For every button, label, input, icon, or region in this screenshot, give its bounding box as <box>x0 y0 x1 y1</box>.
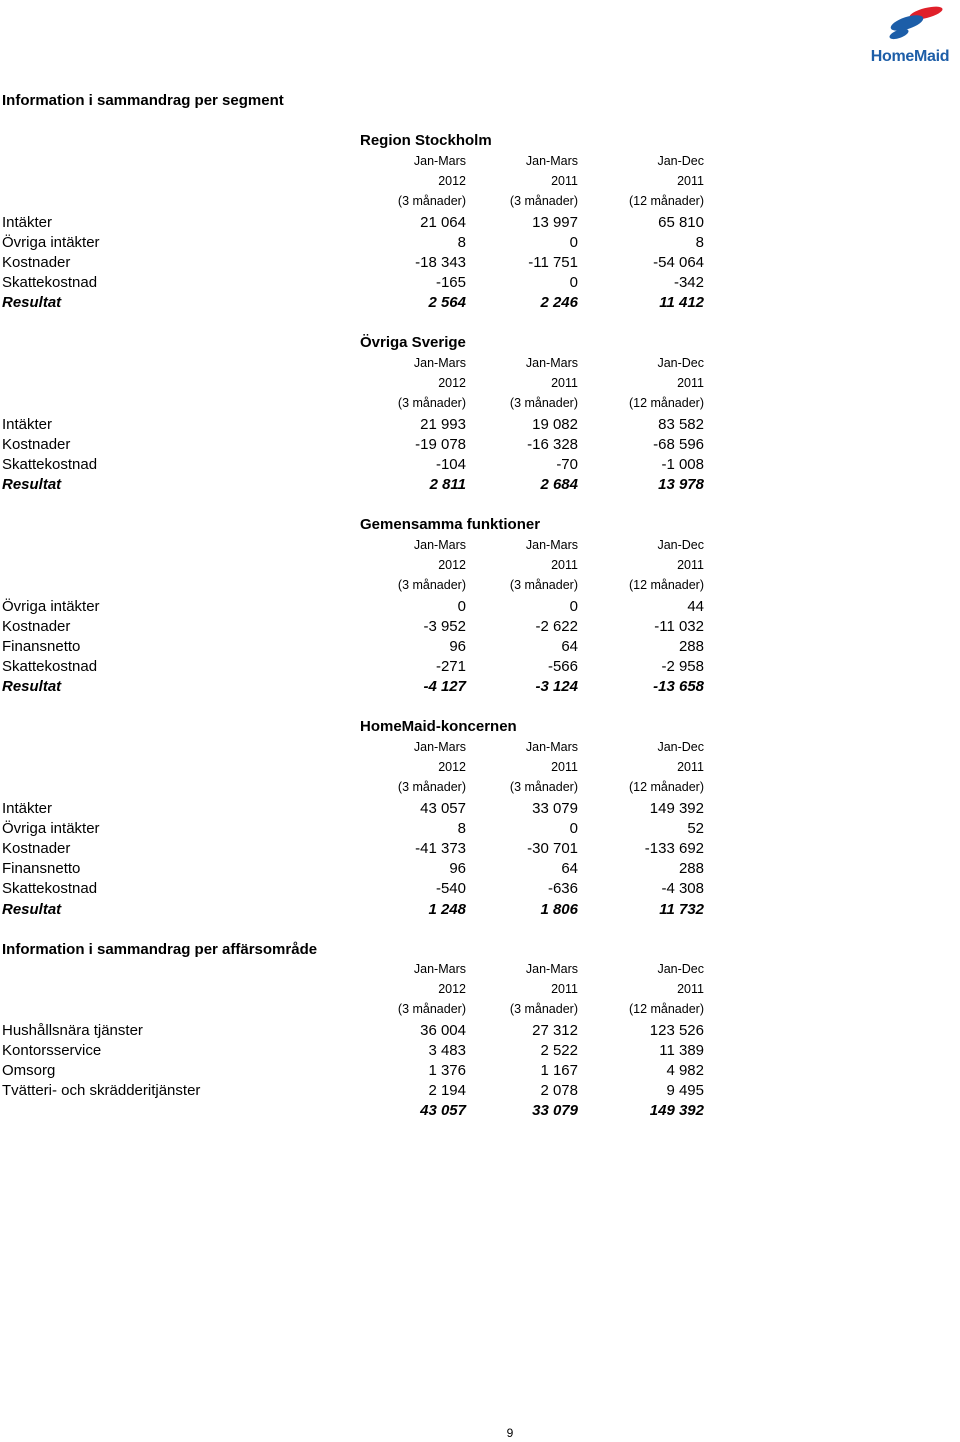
row-label: Tvätteri- och skrädderitjänster <box>2 1082 201 1100</box>
row-value: -30 701 <box>527 840 578 857</box>
period-header: 2011 <box>551 376 578 391</box>
row-value: 21 993 <box>420 415 466 433</box>
row-value: 9 495 <box>666 1082 704 1100</box>
period-header: 2011 <box>677 376 704 391</box>
row-value: -271 <box>435 658 466 676</box>
row-value: 2 078 <box>540 1082 578 1100</box>
period-header: Jan-Mars <box>525 538 578 552</box>
row-value: 11 412 <box>659 294 704 312</box>
row-value: 13 997 <box>532 213 578 231</box>
row-value: 21 064 <box>420 213 466 231</box>
row-value: 8 <box>457 819 466 837</box>
logo-swoosh-icon <box>862 4 958 50</box>
period-header: (3 månader) <box>509 1002 578 1017</box>
row-label: Skattekostnad <box>2 456 98 473</box>
row-value: 2 811 <box>429 476 466 494</box>
row-value: 3 483 <box>428 1041 466 1059</box>
row-value: -1 008 <box>661 456 704 473</box>
period-header: 2011 <box>677 760 704 775</box>
row-label: Omsorg <box>2 1062 56 1079</box>
row-value: -540 <box>435 880 466 898</box>
row-value: 64 <box>561 860 578 878</box>
period-header: 2012 <box>438 376 466 391</box>
period-header: Jan-Mars <box>413 740 466 754</box>
period-header: (12 månader) <box>628 194 704 209</box>
row-value: 2 522 <box>540 1041 578 1059</box>
row-value: 64 <box>561 638 578 655</box>
row-value: 1 248 <box>428 900 466 918</box>
period-header: 2011 <box>677 982 704 997</box>
row-value: 2 194 <box>428 1082 466 1100</box>
period-header: 2011 <box>677 174 704 189</box>
row-value: 33 079 <box>532 1102 578 1120</box>
row-label: Finansnetto <box>2 638 81 655</box>
period-header: Jan-Mars <box>413 356 466 370</box>
row-value: -165 <box>435 274 466 292</box>
logo-wordmark: HomeMaid <box>870 48 950 65</box>
period-header: (3 månader) <box>509 396 578 411</box>
row-value: -11 032 <box>654 617 704 635</box>
row-label: Intäkter <box>2 415 53 433</box>
period-header: (12 månader) <box>628 780 704 795</box>
row-label: Skattekostnad <box>2 658 98 676</box>
row-value: 11 389 <box>659 1041 704 1059</box>
period-header: Jan-Mars <box>525 740 578 754</box>
period-header: Jan-Dec <box>657 740 704 754</box>
row-value: 19 082 <box>532 415 578 433</box>
section-title: HomeMaid-koncernen <box>360 718 517 735</box>
row-value: -566 <box>547 658 578 676</box>
row-value: 27 312 <box>532 1021 578 1039</box>
row-label: Övriga intäkter <box>2 819 100 837</box>
row-value: -41 373 <box>415 840 466 857</box>
period-header: Jan-Mars <box>525 962 578 976</box>
row-value: 96 <box>449 860 466 878</box>
homemaid-logo <box>862 4 958 70</box>
business-area-heading: Information i sammandrag per affärsområde <box>2 941 318 958</box>
period-header: Jan-Mars <box>413 538 466 552</box>
row-label: Resultat <box>2 678 62 696</box>
period-header: 2011 <box>551 558 578 573</box>
period-header: Jan-Dec <box>657 356 704 370</box>
row-label: Övriga intäkter <box>2 233 100 251</box>
row-value: -54 064 <box>653 254 704 271</box>
row-value: 44 <box>687 597 704 615</box>
row-value: 288 <box>678 860 704 878</box>
period-header: (3 månader) <box>397 194 466 209</box>
row-value: 2 684 <box>540 476 578 494</box>
row-value: 0 <box>569 597 578 615</box>
row-value: -18 343 <box>415 254 466 271</box>
period-header: (12 månader) <box>628 396 704 411</box>
row-value: 0 <box>569 274 578 292</box>
row-label: Resultat <box>2 476 62 494</box>
row-value: -68 596 <box>653 435 704 453</box>
period-header: (3 månader) <box>509 578 578 593</box>
row-value: 43 057 <box>420 1102 466 1120</box>
page-number: 9 <box>506 1426 514 1440</box>
row-value: -19 078 <box>415 435 466 453</box>
segment-heading: Information i sammandrag per segment <box>2 92 284 109</box>
row-value: 52 <box>687 819 704 837</box>
period-header: 2011 <box>551 174 578 189</box>
row-label: Resultat <box>2 900 62 918</box>
period-header: (12 månader) <box>628 578 704 593</box>
row-value: 0 <box>457 597 466 615</box>
period-header: Jan-Dec <box>657 538 704 552</box>
row-label: Intäkter <box>2 799 53 817</box>
row-value: 65 810 <box>658 213 704 231</box>
period-header: 2011 <box>551 982 578 997</box>
period-header: 2012 <box>438 174 466 189</box>
period-header: (3 månader) <box>397 578 466 593</box>
row-value: 11 732 <box>659 900 704 918</box>
period-header: Jan-Dec <box>657 154 704 168</box>
row-value: -4 308 <box>661 880 704 898</box>
row-value: -636 <box>547 880 578 898</box>
row-value: 0 <box>569 819 578 837</box>
row-value: 43 057 <box>420 799 466 817</box>
section-title: Gemensamma funktioner <box>360 516 541 533</box>
period-header: 2012 <box>438 982 466 997</box>
row-value: -104 <box>435 456 466 473</box>
period-header: (3 månader) <box>509 780 578 795</box>
row-label: Kostnader <box>2 254 71 271</box>
row-value: -70 <box>556 456 578 473</box>
row-value: 2 246 <box>540 294 578 312</box>
row-value: 2 564 <box>428 294 466 312</box>
row-value: 0 <box>569 233 578 251</box>
row-label: Intäkter <box>2 213 53 231</box>
period-header: (3 månader) <box>397 780 466 795</box>
row-label: Resultat <box>2 294 62 312</box>
period-header: Jan-Mars <box>525 356 578 370</box>
row-value: 123 526 <box>649 1021 704 1039</box>
period-header: 2012 <box>438 558 466 573</box>
row-value: 4 982 <box>666 1062 704 1079</box>
row-label: Finansnetto <box>2 860 81 878</box>
section-title: Region Stockholm <box>360 132 492 149</box>
row-value: -3 124 <box>535 678 578 696</box>
row-value: -13 658 <box>653 678 704 696</box>
row-label: Skattekostnad <box>2 880 98 898</box>
row-value: 149 392 <box>649 1102 704 1120</box>
row-value: -4 127 <box>423 678 466 696</box>
row-value: -3 952 <box>423 617 466 635</box>
row-value: 13 978 <box>658 476 704 494</box>
row-value: 149 392 <box>649 799 704 817</box>
row-label: Kostnader <box>2 617 71 635</box>
period-header: Jan-Dec <box>657 962 704 976</box>
row-value: 33 079 <box>532 799 578 817</box>
period-header: 2011 <box>677 558 704 573</box>
row-label: Hushållsnära tjänster <box>2 1021 143 1039</box>
period-header: 2011 <box>551 760 578 775</box>
row-value: -11 751 <box>528 254 578 271</box>
period-header: (3 månader) <box>397 396 466 411</box>
row-value: 1 806 <box>540 900 578 918</box>
period-header: (12 månader) <box>628 1002 704 1017</box>
row-value: -133 692 <box>644 840 704 857</box>
row-value: -2 958 <box>661 658 704 676</box>
row-value: 288 <box>678 638 704 655</box>
row-label: Kostnader <box>2 435 71 453</box>
row-label: Kostnader <box>2 840 71 857</box>
period-header: 2012 <box>438 760 466 775</box>
row-value: 8 <box>695 233 704 251</box>
row-label: Kontorsservice <box>2 1041 102 1059</box>
row-value: 1 376 <box>428 1062 466 1079</box>
row-value: -2 622 <box>535 617 578 635</box>
row-value: 8 <box>457 233 466 251</box>
period-header: Jan-Mars <box>413 962 466 976</box>
section-title: Övriga Sverige <box>360 334 466 351</box>
row-label: Övriga intäkter <box>2 597 100 615</box>
row-value: 1 167 <box>540 1062 578 1079</box>
row-value: 83 582 <box>658 415 704 433</box>
period-header: Jan-Mars <box>525 154 578 168</box>
row-value: -16 328 <box>527 435 578 453</box>
period-header: Jan-Mars <box>413 154 466 168</box>
row-value: -342 <box>673 274 704 292</box>
period-header: (3 månader) <box>397 1002 466 1017</box>
row-label: Skattekostnad <box>2 274 98 292</box>
period-header: (3 månader) <box>509 194 578 209</box>
row-value: 36 004 <box>420 1021 466 1039</box>
row-value: 96 <box>449 638 466 655</box>
